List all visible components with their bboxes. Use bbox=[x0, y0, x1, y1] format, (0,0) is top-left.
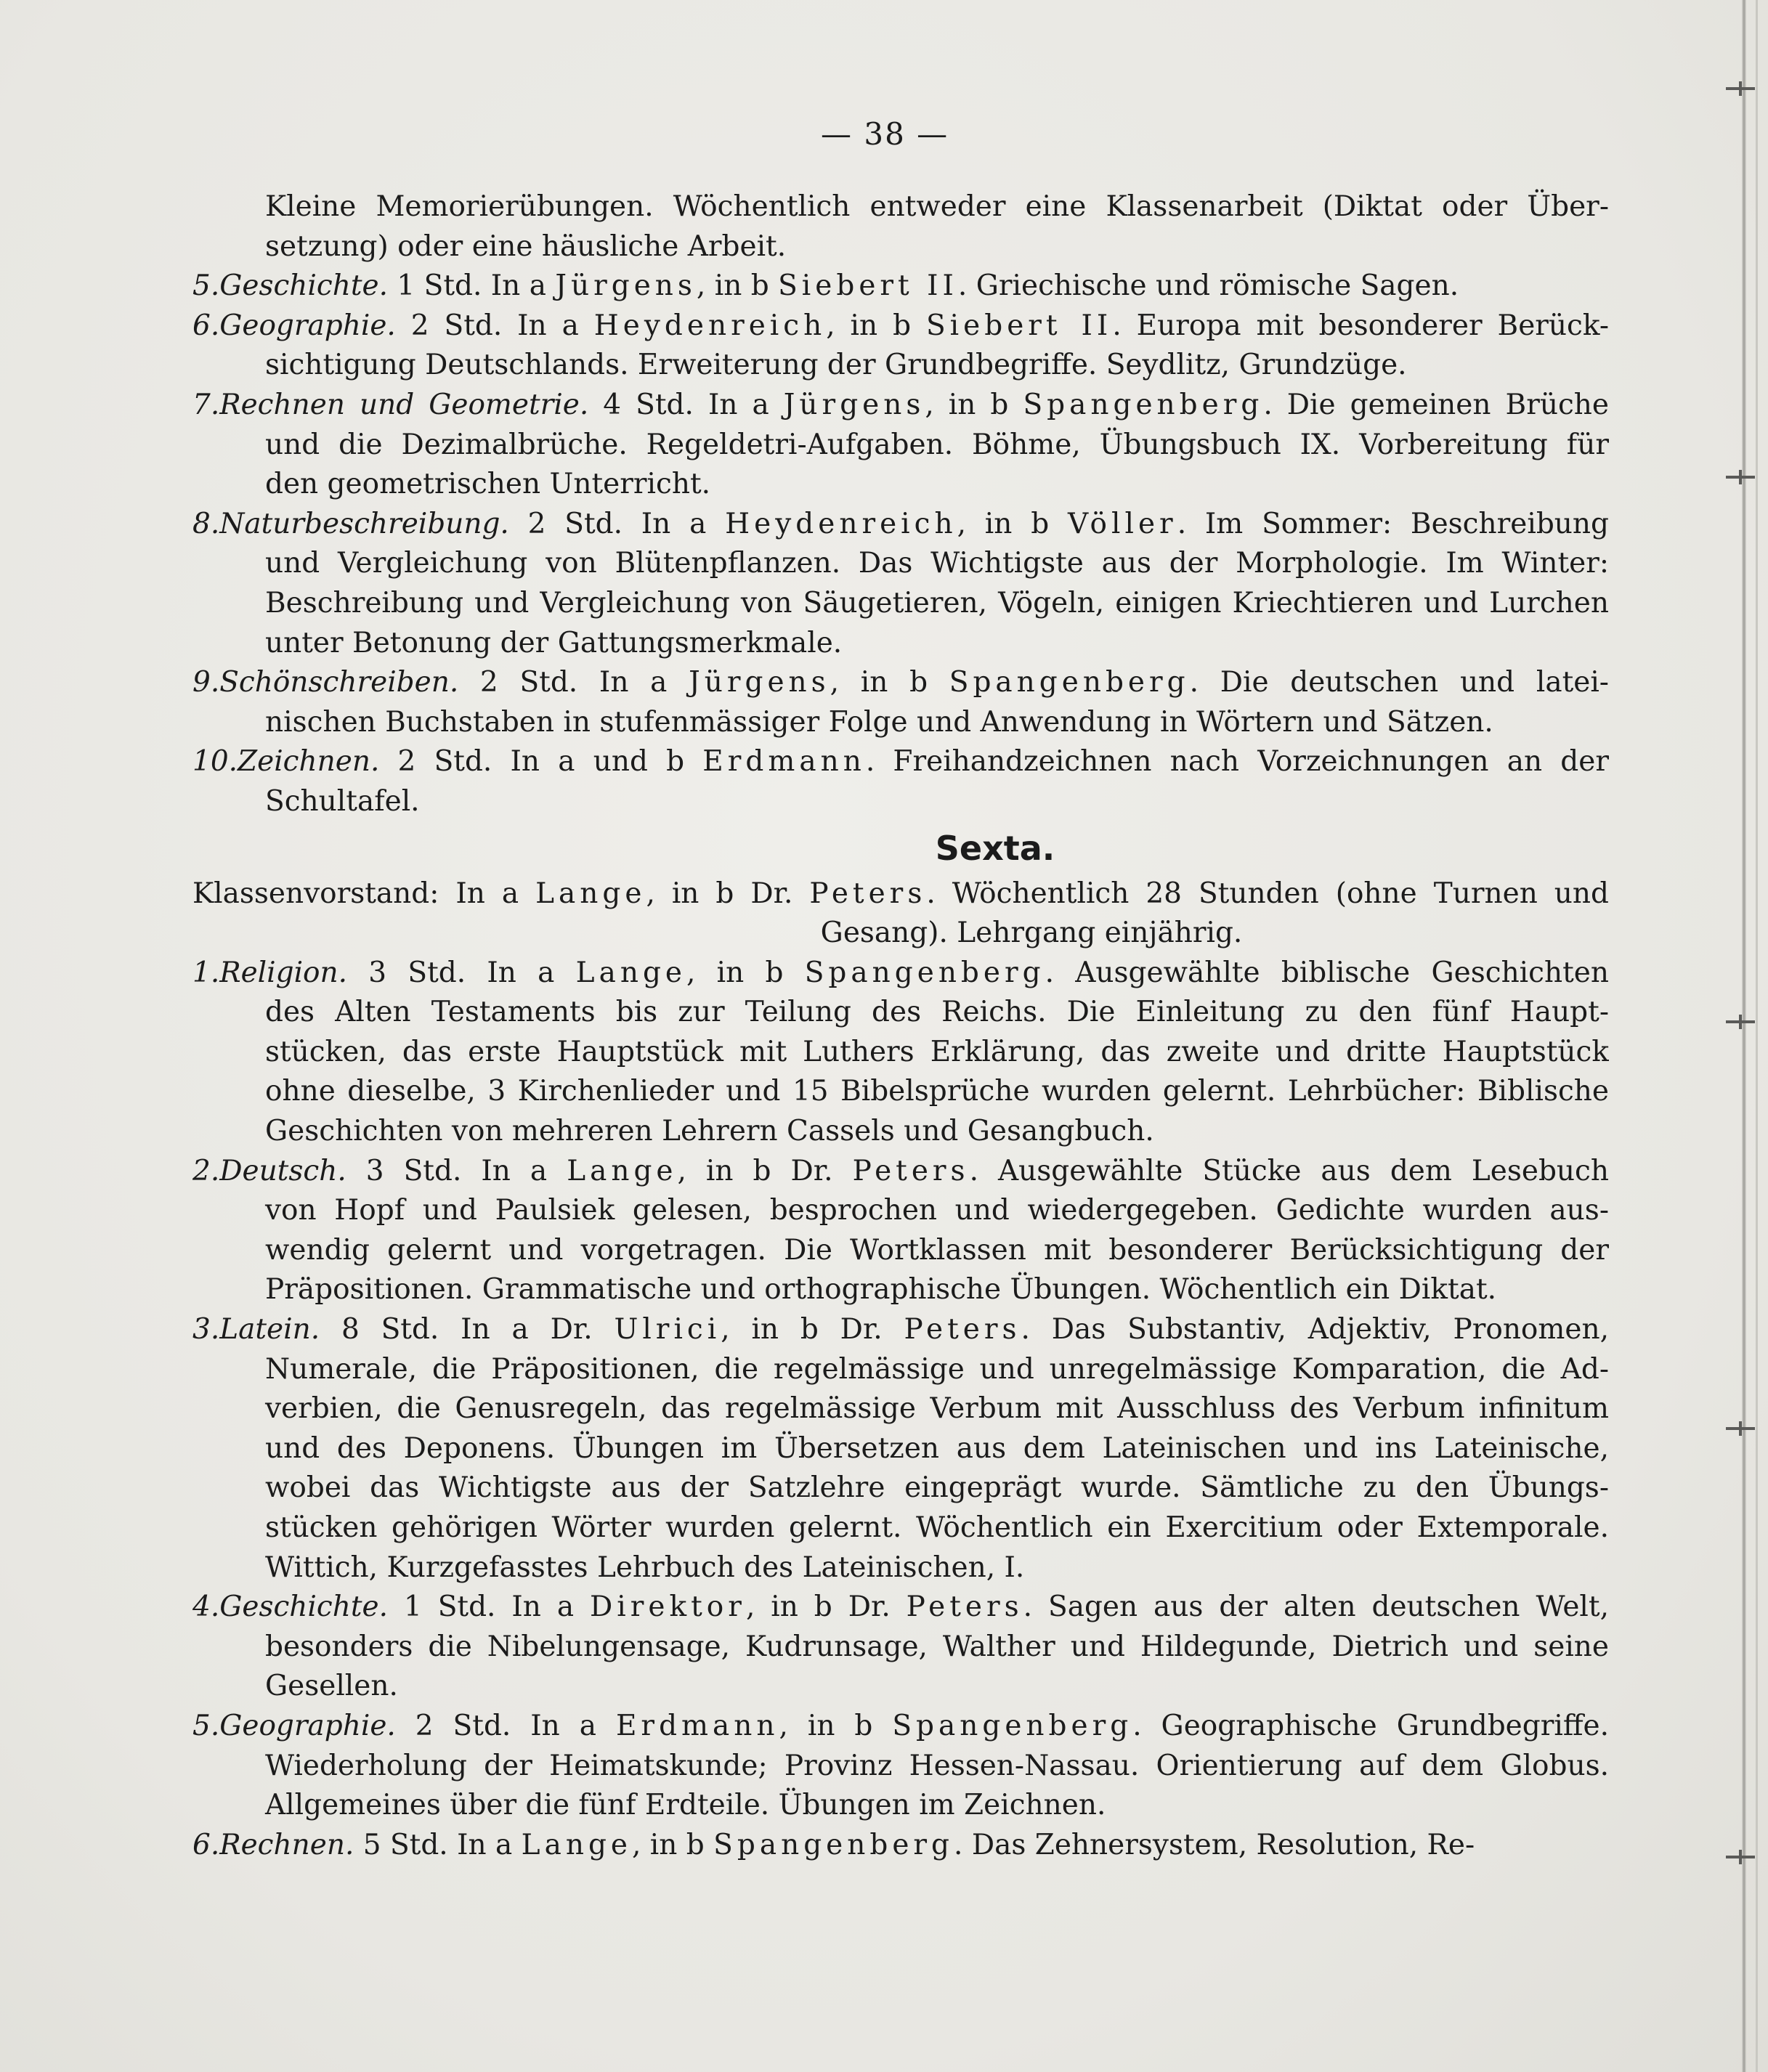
line-text: , in b bbox=[830, 666, 949, 699]
text-line bbox=[192, 1786, 1609, 1826]
section-heading-sexta: Sexta. bbox=[935, 828, 1055, 868]
teacher-name: Heydenreich bbox=[725, 507, 957, 540]
teacher-name: Jürgens bbox=[555, 269, 697, 303]
line-text: 2 Std. In a bbox=[458, 666, 689, 699]
teacher-name: Erdmann bbox=[702, 745, 866, 779]
entry-number: 7. bbox=[192, 388, 220, 421]
text-line bbox=[192, 1231, 1609, 1271]
entry-number: 10. bbox=[192, 745, 238, 779]
line-text: von Hopf und Paulsiek gelesen, besprochen und wiedergegeben. Gedichte wurden aus- bbox=[265, 1194, 1609, 1227]
line-text: und die Dezimalbrüche. Regeldetri-Aufgaben. Böhme, Übungsbuch IX. Vorbereitung für bbox=[265, 428, 1609, 461]
entry-number: 5. bbox=[192, 1709, 220, 1742]
line-text: sichtigung Deutschlands. Erweiterung der Grundbegriffe. Seydlitz, Grundzüge. bbox=[265, 349, 1407, 382]
numbered-entry-line bbox=[192, 505, 1609, 545]
text-line bbox=[192, 1508, 1609, 1548]
line-text: Geschichten von mehreren Lehrern Cassels und Gesangbuch. bbox=[265, 1115, 1154, 1148]
klassenvorstand-text: . Wöchentlich 28 Stunden (ohne Turnen und bbox=[926, 877, 1609, 910]
text-line bbox=[192, 1628, 1609, 1667]
subject-name: Deutsch. bbox=[219, 1154, 346, 1187]
numbered-entry-line bbox=[192, 663, 1609, 703]
teacher-name: Lange bbox=[575, 956, 686, 989]
line-text: , in b bbox=[696, 269, 779, 303]
numbered-entry-line bbox=[192, 1588, 1609, 1628]
text-line bbox=[192, 1191, 1609, 1231]
line-text: 4 Std. In a bbox=[588, 388, 784, 421]
line-text: . Das Zehnersystem, Resolution, Re- bbox=[954, 1828, 1475, 1861]
text-line bbox=[192, 1350, 1609, 1390]
teacher-name: Siebert II bbox=[925, 309, 1113, 342]
line-text: , in b bbox=[686, 956, 805, 989]
subject-name: Latein. bbox=[219, 1313, 320, 1346]
line-text: , in b Dr. bbox=[677, 1154, 853, 1187]
subject-name: Schönschreiben. bbox=[219, 666, 459, 699]
line-text: wobei das Wichtigste aus der Satzlehre eingeprägt wurde. Sämtliche zu den Übungs- bbox=[265, 1471, 1609, 1505]
page-number: — 38 — bbox=[821, 116, 949, 152]
subject-name: Naturbeschreibung. bbox=[219, 507, 509, 540]
line-text: den geometrischen Unterricht. bbox=[265, 468, 711, 501]
text-line bbox=[192, 1667, 1609, 1707]
line-text: wendig gelernt und vorgetragen. Die Wortklassen mit besonderer Berücksichtigung der bbox=[265, 1233, 1609, 1267]
line-text: 1 Std. In a bbox=[388, 269, 556, 303]
line-text: ohne dieselbe, 3 Kirchenlieder und 15 Bibelsprüche wurden gelernt. Lehrbücher: Biblische bbox=[265, 1075, 1609, 1108]
text-line bbox=[192, 703, 1609, 743]
entry-number: 6. bbox=[192, 309, 220, 342]
teacher-name: Völler bbox=[1067, 507, 1177, 540]
text-line bbox=[192, 1270, 1609, 1310]
teacher-name: Spangenberg bbox=[804, 956, 1045, 989]
text-line bbox=[192, 187, 1609, 227]
text-line bbox=[192, 227, 1609, 267]
line-text: stücken gehörigen Wörter wurden gelernt. Wöchentlich ein Exercitium oder Extemporale. bbox=[265, 1511, 1609, 1544]
stitch-mark bbox=[1726, 476, 1755, 479]
line-text: . Sagen aus der alten deutschen Welt, bbox=[1023, 1590, 1609, 1624]
subject-name: Geographie. bbox=[219, 309, 396, 342]
stitch-mark bbox=[1726, 87, 1755, 90]
text-line bbox=[192, 1747, 1609, 1787]
text-line bbox=[192, 624, 1609, 664]
line-text: . Geographische Grundbegriffe. bbox=[1132, 1709, 1609, 1742]
text-line bbox=[192, 1548, 1609, 1588]
teacher-name: Lange bbox=[535, 877, 646, 910]
line-text: , in b bbox=[779, 1709, 893, 1742]
numbered-entry-line bbox=[192, 267, 1609, 306]
numbered-entry-line bbox=[192, 1310, 1609, 1350]
line-text: . Die deutschen und latei- bbox=[1189, 666, 1609, 699]
teacher-name: Spangenberg bbox=[1023, 388, 1264, 421]
teacher-name: Siebert II bbox=[778, 269, 958, 303]
line-text: Kleine Memorierübungen. Wöchentlich entweder eine Klassenarbeit (Diktat oder Über- bbox=[265, 190, 1609, 223]
text-line bbox=[192, 782, 1609, 822]
line-text: . Ausgewählte biblische Geschichten bbox=[1045, 956, 1609, 989]
klassenvorstand-text: Klassenvorstand: In a bbox=[192, 877, 536, 910]
line-text: setzung) oder eine häusliche Arbeit. bbox=[265, 229, 787, 263]
entry-number: 4. bbox=[192, 1590, 220, 1624]
entry-number: 8. bbox=[192, 507, 220, 540]
line-text: . Ausgewählte Stücke aus dem Lesebuch bbox=[969, 1154, 1609, 1187]
line-text: Gesellen. bbox=[265, 1670, 398, 1703]
line-text: stücken, das erste Hauptstück mit Luthers Erklärung, das zweite und dritte Hauptstück bbox=[265, 1035, 1609, 1068]
numbered-entry-line bbox=[192, 1152, 1609, 1192]
entry-number: 9. bbox=[192, 666, 220, 699]
numbered-entry-line bbox=[192, 954, 1609, 994]
numbered-entry-line bbox=[192, 742, 1609, 782]
subject-name: Rechnen und Geometrie. bbox=[219, 388, 589, 421]
text-line bbox=[192, 465, 1609, 505]
line-text: 2 Std. In a und b bbox=[379, 745, 703, 779]
numbered-entry-line bbox=[192, 1826, 1609, 1866]
line-text: 3 Std. In a bbox=[346, 1154, 567, 1187]
line-text: , in b bbox=[632, 1828, 714, 1861]
teacher-name: Peters bbox=[906, 1590, 1023, 1624]
section-sexta bbox=[192, 954, 1609, 1866]
subject-name: Geschichte. bbox=[219, 1590, 389, 1624]
subject-name: Rechnen. bbox=[219, 1828, 354, 1861]
subject-name: Geographie. bbox=[219, 1709, 396, 1742]
line-text: . Freihandzeichnen nach Vorzeichnungen an der bbox=[865, 745, 1609, 779]
line-text: besonders die Nibelungensage, Kudrunsage, Walther und Hildegunde, Dietrich und seine bbox=[265, 1630, 1609, 1663]
teacher-name: Direktor bbox=[590, 1590, 746, 1624]
entry-number: 5. bbox=[192, 269, 220, 303]
binding-edge-outer bbox=[1756, 0, 1758, 2072]
teacher-name: Lange bbox=[567, 1154, 678, 1187]
entry-number: 2. bbox=[192, 1154, 220, 1187]
text-line bbox=[192, 1072, 1609, 1112]
teacher-name: Spangenberg bbox=[713, 1828, 954, 1861]
numbered-entry-line bbox=[192, 306, 1609, 346]
line-text: 8 Std. In a Dr. bbox=[320, 1313, 615, 1346]
line-text: und des Deponens. Übungen im Übersetzen aus dem Lateinischen und ins Lateinische, bbox=[265, 1431, 1609, 1465]
line-text: 5 Std. In a bbox=[354, 1828, 522, 1861]
line-text: Präpositionen. Grammatische und orthographische Übungen. Wöchentlich ein Diktat. bbox=[265, 1273, 1497, 1307]
line-text: . Im Sommer: Beschreibung bbox=[1177, 507, 1609, 540]
subject-name: Religion. bbox=[219, 956, 348, 989]
text-line bbox=[192, 346, 1609, 386]
text-line bbox=[192, 993, 1609, 1033]
line-text: nischen Buchstaben in stufenmässiger Folge und Anwendung in Wörtern und Sätzen. bbox=[265, 705, 1493, 739]
teacher-name: Spangenberg bbox=[892, 1709, 1133, 1742]
binding-edge bbox=[1742, 0, 1746, 2072]
body-text bbox=[192, 187, 1609, 1865]
text-line bbox=[192, 1468, 1609, 1508]
section-quinta-continued bbox=[192, 187, 1609, 822]
teacher-name: Spangenberg bbox=[949, 666, 1190, 699]
line-text: . Griechische und römische Sagen. bbox=[957, 269, 1459, 303]
line-text: Schultafel. bbox=[265, 784, 420, 818]
numbered-entry-line bbox=[192, 386, 1609, 426]
teacher-name: Ulrici bbox=[614, 1313, 721, 1346]
text-line bbox=[192, 426, 1609, 466]
stitch-mark bbox=[1726, 1856, 1755, 1858]
line-text: und Vergleichung von Blütenpflanzen. Das Wichtigste aus der Morphologie. Im Winter: bbox=[265, 547, 1609, 580]
line-text: , in b bbox=[957, 507, 1068, 540]
line-text: Beschreibung und Vergleichung von Säugetieren, Vögeln, einigen Kriechtieren und Lurchen bbox=[265, 586, 1609, 619]
teacher-name: Jürgens bbox=[783, 388, 925, 421]
klassenvorstand-line-2: Gesang). Lehrgang einjährig. bbox=[820, 917, 1243, 950]
text-line bbox=[192, 1033, 1609, 1073]
line-text: verbien, die Genusregeln, das regelmässige Verbum mit Ausschluss des Verbum infinitum bbox=[265, 1392, 1609, 1426]
line-text: , in b Dr. bbox=[745, 1590, 907, 1624]
line-text: des Alten Testaments bis zur Teilung des Reichs. Die Einleitung zu den fünf Haupt- bbox=[265, 996, 1609, 1029]
teacher-name: Erdmann bbox=[615, 1709, 779, 1742]
line-text: . Das Substantiv, Adjektiv, Pronomen, bbox=[1021, 1313, 1609, 1346]
line-text: Wiederholung der Heimatskunde; Provinz Hessen-Nassau. Orientierung auf dem Globus. bbox=[265, 1749, 1609, 1782]
teacher-name: Heydenreich bbox=[593, 309, 827, 342]
line-text: . Die gemeinen Brüche bbox=[1263, 388, 1609, 421]
stitch-mark bbox=[1726, 1427, 1755, 1430]
line-text: Allgemeines über die fünf Erdteile. Übungen im Zeichnen. bbox=[265, 1789, 1106, 1822]
line-text: Numerale, die Präpositionen, die regelmässige und unregelmässige Komparation, die Ad- bbox=[265, 1352, 1609, 1386]
text-line bbox=[192, 1112, 1609, 1152]
entry-number: 6. bbox=[192, 1828, 220, 1861]
line-text: . Europa mit besonderer Berück- bbox=[1112, 309, 1609, 342]
teacher-name: Peters bbox=[904, 1313, 1021, 1346]
subject-name: Geschichte. bbox=[219, 269, 389, 303]
teacher-name: Peters bbox=[809, 877, 927, 910]
line-text: 3 Std. In a bbox=[347, 956, 576, 989]
klassenvorstand-text: , in b Dr. bbox=[646, 877, 810, 910]
line-text: 2 Std. In a bbox=[508, 507, 726, 540]
stitch-mark bbox=[1726, 1020, 1755, 1023]
line-text: 2 Std. In a bbox=[395, 1709, 616, 1742]
entry-number: 1. bbox=[192, 956, 220, 989]
entry-number: 3. bbox=[192, 1313, 220, 1346]
text-line bbox=[192, 1429, 1609, 1469]
subject-name: Zeichnen. bbox=[238, 745, 380, 779]
line-text: , in b Dr. bbox=[721, 1313, 904, 1346]
line-text: 2 Std. In a bbox=[395, 309, 594, 342]
text-line bbox=[192, 1389, 1609, 1429]
teacher-name: Lange bbox=[521, 1828, 632, 1861]
line-text: , in b bbox=[925, 388, 1023, 421]
line-text: Wittich, Kurzgefasstes Lehrbuch des Lateinischen, I. bbox=[265, 1551, 1025, 1584]
teacher-name: Jürgens bbox=[689, 666, 830, 699]
line-text: , in b bbox=[826, 309, 926, 342]
text-line bbox=[192, 584, 1609, 624]
numbered-entry-line bbox=[192, 1707, 1609, 1747]
line-text: unter Betonung der Gattungsmerkmale. bbox=[265, 626, 843, 659]
klassenvorstand-line bbox=[192, 874, 1609, 914]
line-text: 1 Std. In a bbox=[388, 1590, 591, 1624]
text-line bbox=[192, 544, 1609, 584]
teacher-name: Peters bbox=[852, 1154, 970, 1187]
